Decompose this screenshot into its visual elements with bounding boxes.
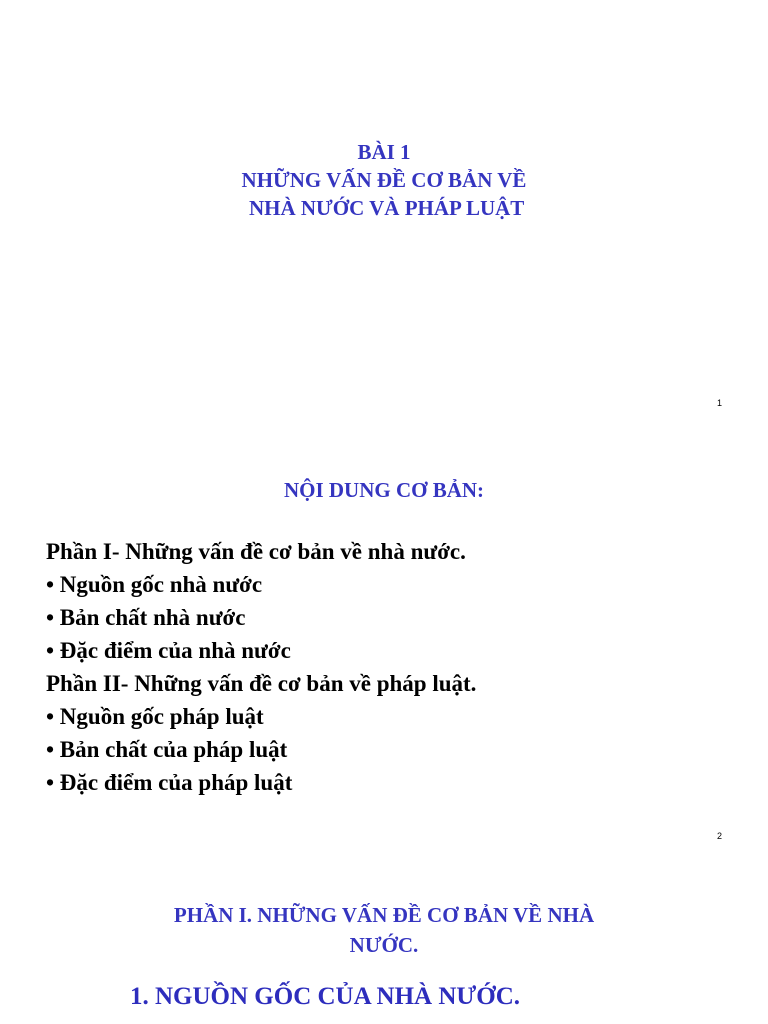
slide-1-title [0, 138, 768, 222]
list-item: • Nguồn gốc nhà nước [46, 572, 263, 597]
list-item: Phần I- Những vấn đề cơ bản về nhà nước. [46, 539, 466, 564]
list-item: • Đặc điểm của nhà nước [46, 638, 291, 663]
title-line-3: NHÀ NƯỚC VÀ PHÁP LUẬT [243, 196, 525, 220]
page-number-1: 1 [717, 398, 723, 408]
part-1-title [0, 900, 768, 960]
page-number-2: 2 [717, 831, 723, 841]
title-line-2: NHỮNG VẤN ĐỀ CƠ BẢN VỀ [241, 168, 527, 192]
list-item: • Nguồn gốc pháp luật [46, 704, 264, 729]
contents-list [46, 535, 476, 799]
section-1-heading: 1. NGUỒN GỐC CỦA NHÀ NƯỚC. [130, 983, 521, 1010]
contents-heading: NỘI DUNG CƠ BẢN: [283, 478, 485, 502]
title-line-1: BÀI 1 [357, 140, 411, 164]
list-item: • Bản chất của pháp luật [46, 737, 288, 762]
part-1-title-line-2: NƯỚC. [349, 933, 419, 957]
part-1-title-line-1: PHẦN I. NHỮNG VẤN ĐỀ CƠ BẢN VỀ NHÀ [173, 903, 595, 927]
list-item: • Đặc điểm của pháp luật [46, 770, 293, 795]
list-item: Phần II- Những vấn đề cơ bản về pháp luật. [46, 671, 477, 696]
list-item: • Bản chất nhà nước [46, 605, 246, 630]
